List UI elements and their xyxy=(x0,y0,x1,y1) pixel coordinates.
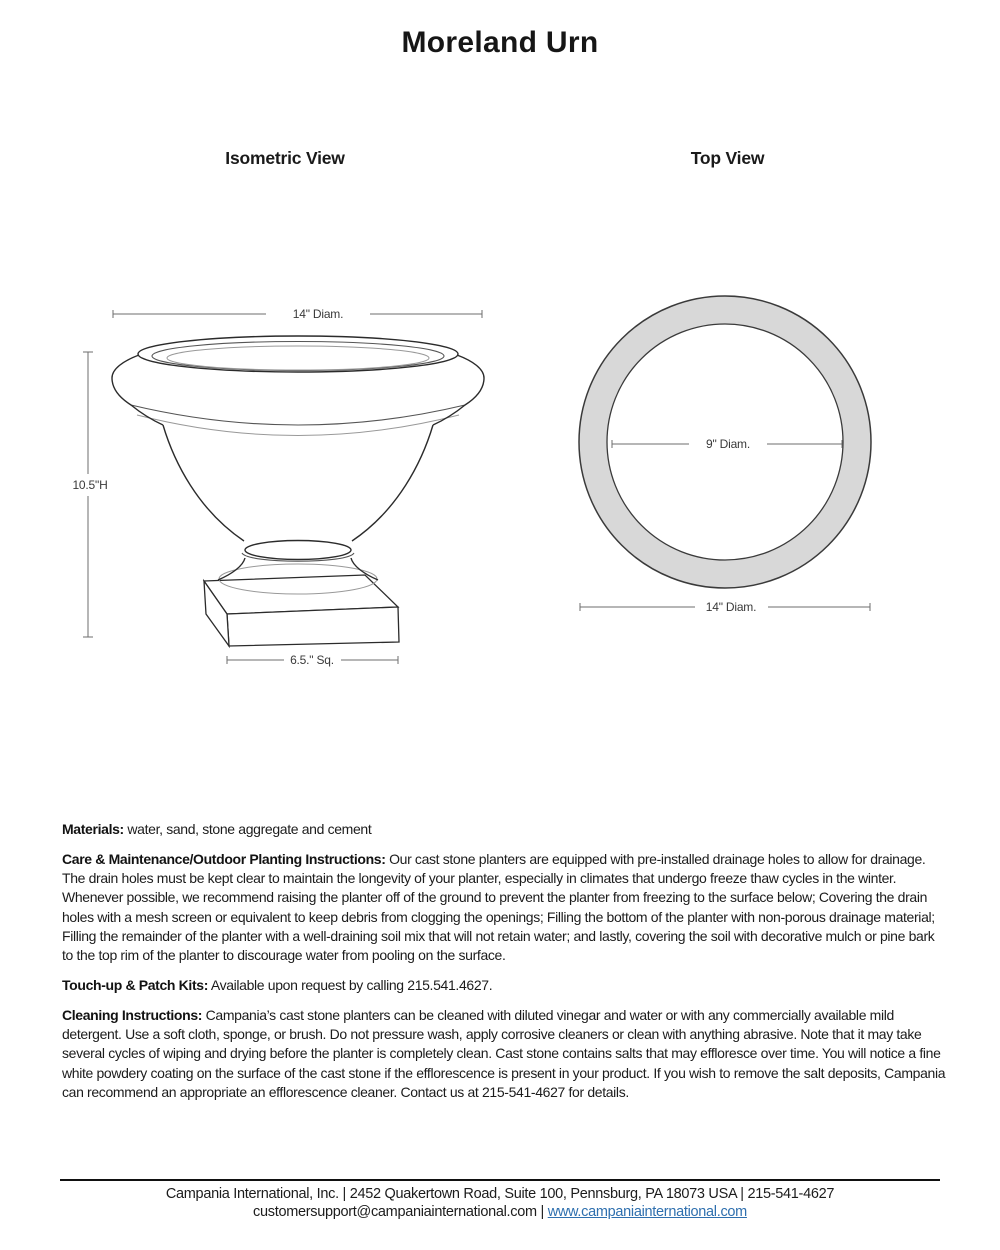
dimension-outer-diameter xyxy=(580,600,870,614)
footer-separator: | xyxy=(540,1204,544,1220)
dimension-label-inner-diameter: 9" Diam. xyxy=(705,437,751,451)
care-maintenance-body: Our cast stone planters are equipped with pre-installed drainage holes to allow for drainage. The drain holes must be kept clear to maintain the longevity of your planter, especially in climates that undergo freeze thaw cycles in the winter. Whenever possible, we recommend raising the planter off of the ground to prevent the planter from freezing to the surface below; Covering the drain holes with a mesh screen or equivalent to keep debris from clogging the openings; Filling the bottom of the planter with non-porous drainage material; Filling the remainder of the planter with a well-draining soil mix that will not retain water; and lastly, covering the soil with decorative mulch or pine bark to the top rim of the planter to discourage water from pooling on the surface. xyxy=(62,850,935,964)
dimension-top-diameter xyxy=(113,307,482,321)
dimension-label-outer-diameter: 14" Diam. xyxy=(705,600,757,614)
materials-heading: Materials: xyxy=(62,821,124,837)
materials-section xyxy=(62,820,948,839)
top-view-label: Top View xyxy=(690,148,765,168)
dimension-label-diameter: 14" Diam. xyxy=(292,307,344,321)
footer-website-link[interactable]: www.campaniainternational.com xyxy=(547,1204,747,1220)
footer-address: Campania International, Inc. | 2452 Quakertown Road, Suite 100, Pennsburg, PA 18073 USA | 215-541-4627 xyxy=(165,1186,835,1202)
urn-foot xyxy=(218,541,378,581)
touch-up-body: Available upon request by calling 215.541.4627. xyxy=(210,977,493,994)
footer-divider xyxy=(60,1179,940,1181)
cleaning-section xyxy=(62,1006,948,1102)
care-maintenance-section xyxy=(62,850,948,966)
dimension-base xyxy=(227,653,398,667)
isometric-view-label: Isometric View xyxy=(225,148,345,168)
touch-up-section xyxy=(62,976,948,995)
dimension-label-base: 6.5." Sq. xyxy=(290,653,334,667)
footer-contact xyxy=(0,1204,1000,1220)
instructions-text xyxy=(62,820,948,1113)
top-view-drawing xyxy=(560,288,900,628)
urn-rim xyxy=(112,336,484,425)
urn-bowl xyxy=(163,425,433,541)
urn-rim-molding xyxy=(131,405,465,436)
cleaning-body: Campania’s cast stone planters can be cleaned with diluted vinegar and water or with any commercially available mild detergent. Use a soft cloth, sponge, or brush. Do not pressure wash, apply corrosive cleaners or clean with anything abrasive. Note that it may take several cycles of wiping and drying before the planter is completely clean. Cast stone contains salts that may effloresce over time. You will notice a fine white powdery coating on the surface of the cast stone if the efflorescence is present in your product. If you wish to remove the salt deposits, Campania can recommend an appropriate an efflorescence cleaner. Contact us at 215-541-4627 for details. xyxy=(62,1006,946,1101)
care-maintenance-heading: Care & Maintenance/Outdoor Planting Instructions: xyxy=(62,850,386,867)
footer-email: customersupport@campaniainternational.com xyxy=(253,1204,537,1220)
dimension-height xyxy=(72,352,107,637)
materials-body: water, sand, stone aggregate and cement xyxy=(127,821,372,837)
isometric-drawing xyxy=(60,288,510,673)
touch-up-heading: Touch-up & Patch Kits: xyxy=(62,977,209,994)
cleaning-heading: Cleaning Instructions: xyxy=(62,1006,203,1023)
dimension-label-height: 10.5"H xyxy=(72,478,108,492)
page-title: Moreland Urn xyxy=(401,26,599,59)
